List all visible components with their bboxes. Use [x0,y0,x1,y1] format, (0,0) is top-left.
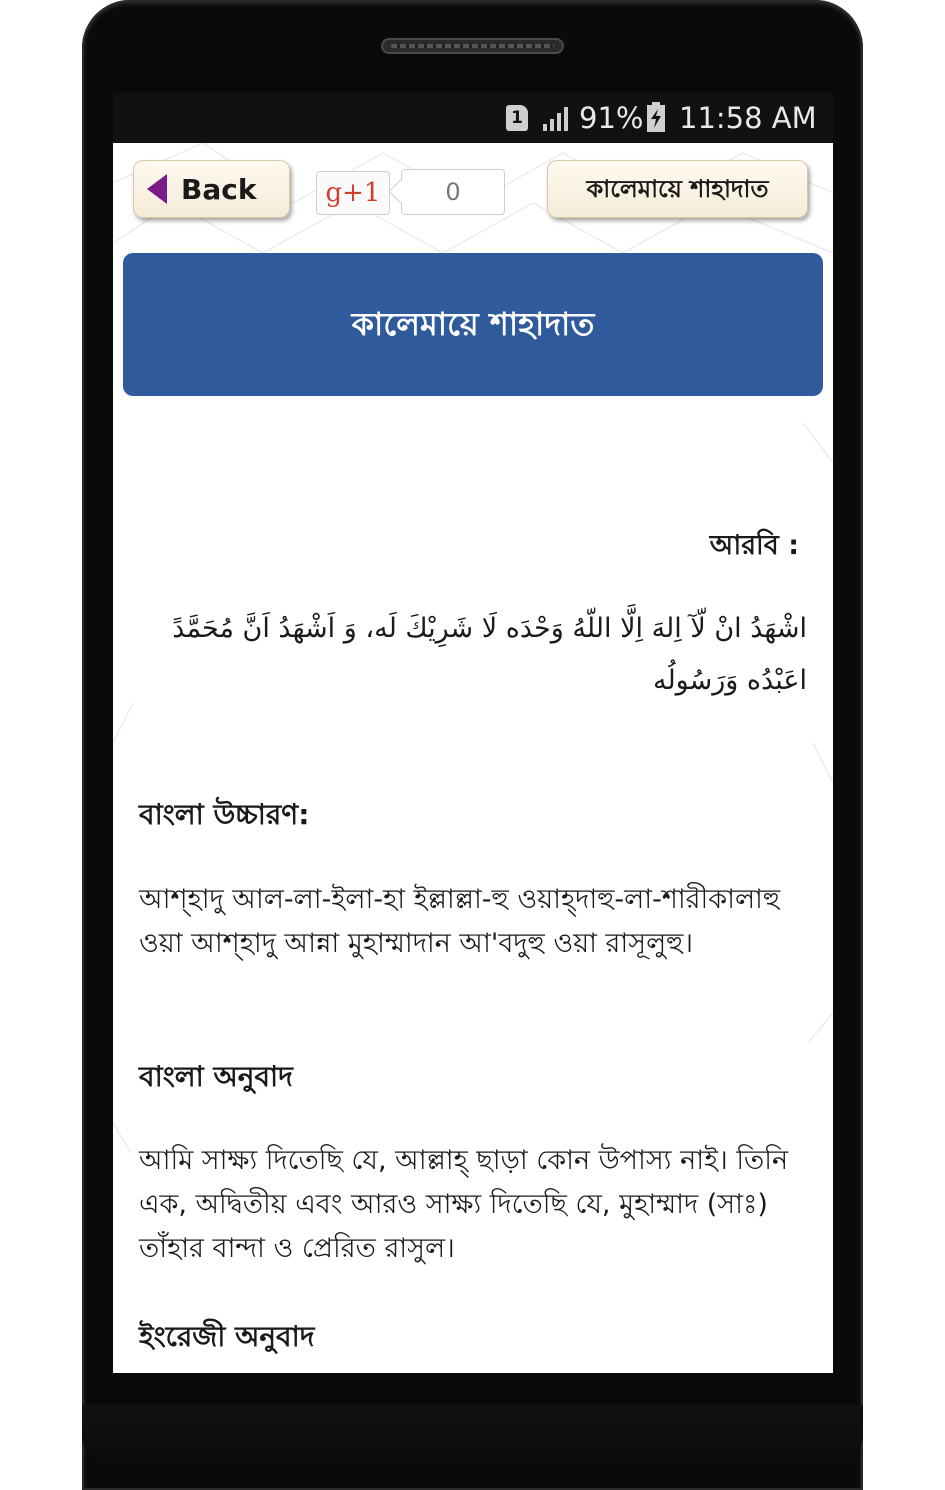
page-title-banner: কালেমায়ে শাহাদাত [123,253,823,396]
app-content[interactable] [113,143,833,1373]
arabic-text: اشْهَدُ انْ لّآ اِلهَ اِلَّا اللّهُ وَحْدَه لَا شَرِيْكَ لَه، وَ اَشْهَدُ اَنَّ مُحَمَّدً اعَبْدُه وَرَسُولُه [172,613,807,696]
translation-text: আমি সাক্ষ্য দিতেছি যে, আল্লাহ্ ছাড়া কোন উপাস্য নাই। তিনি এক, অদ্বিতীয় এবং আরও সাক্ষ্য দিতেছি যে, মুহাম্মাদ (সাঃ) তাঁহার বান্দা ও প্রেরিত রাসুল। [139,1145,789,1264]
google-plus-button[interactable]: g+1 [316,171,390,215]
arabic-label: আরবি : [709,530,799,561]
google-plus-count: 0 [401,169,505,215]
clock: 11:58 AM [679,101,817,135]
pronunciation-text: আশ্হাদু আল-লা-ইলা-হা ইল্লাল্লা-হু ওয়াহ্দাহু-লা-শারীকালাহু ওয়া আশ্হাদু আন্না মুহাম্মাদান আ'বদুহু ওয়া রাসূলুহু। [139,884,781,959]
translation-heading: বাংলা অনুবাদ [139,1060,293,1093]
screen [113,93,833,1373]
back-button[interactable] [133,160,290,218]
back-arrow-icon [147,174,167,204]
pronunciation-heading: বাংলা উচ্চারণ: [139,798,310,831]
signal-icon [541,105,571,131]
phone-speaker [381,38,564,54]
sim-icon: 1 [506,105,528,131]
phone-bottom-bezel [82,1405,863,1465]
status-bar [113,93,833,143]
battery-charging-icon [647,102,665,132]
title-button[interactable]: কালেমায়ে শাহাদাত [547,160,808,218]
back-button-label: Back [181,173,257,206]
battery-percent: 91% [579,101,644,135]
english-translation-heading: ইংরেজী অনুবাদ [139,1320,315,1353]
